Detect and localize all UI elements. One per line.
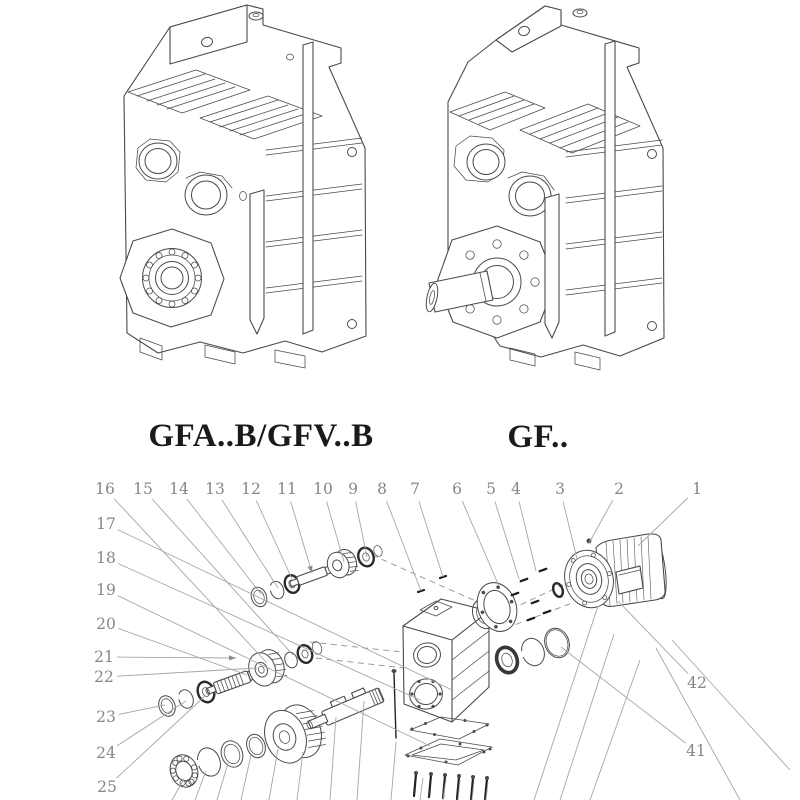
leader-line-part-42 (618, 601, 688, 674)
leader-line-part-20 (118, 628, 247, 675)
leader-line-part-23 (119, 705, 165, 714)
part-number-19: 19 (96, 581, 116, 599)
part-number-11: 11 (277, 480, 297, 498)
leader-line-cutoff-18 (656, 648, 740, 800)
output-gear (257, 698, 330, 769)
housing-gaskets (405, 717, 492, 765)
leader-line-cutoff-5 (269, 749, 278, 800)
part-number-9: 9 (348, 480, 358, 498)
leader-arrow-part-21 (229, 655, 236, 660)
part-number-24: 24 (96, 744, 116, 762)
leader-line-part-15 (152, 499, 293, 655)
part-number-14: 14 (169, 480, 189, 498)
part-number-22: 22 (94, 668, 114, 686)
leader-line-part-7 (419, 501, 443, 577)
part-number-23: 23 (96, 708, 116, 726)
leader-line-cutoff-3 (217, 763, 228, 800)
model-label-right: GF.. (507, 419, 569, 455)
leader-line-part-4 (519, 502, 536, 571)
leader-line-part-6 (462, 501, 499, 586)
side-tie-strap (303, 42, 313, 334)
side-tie-strap (605, 41, 615, 336)
part-number-1: 1 (692, 480, 702, 498)
leader-line-cutoff-7 (330, 717, 336, 800)
part-number-42: 42 (687, 674, 707, 692)
output-gear-assembly (166, 683, 385, 792)
part-number-6: 6 (452, 480, 462, 498)
leader-line-cutoff-4 (241, 755, 251, 800)
leader-line-cutoff-2 (195, 771, 206, 800)
exploded-view (94, 480, 790, 800)
leader-line-part-1 (638, 498, 688, 546)
part-number-5: 5 (486, 480, 496, 498)
circlip (518, 635, 548, 669)
ball-bearing (356, 546, 377, 569)
vent-plug (249, 12, 263, 20)
part-number-18: 18 (96, 549, 116, 567)
leader-line-cutoff-16 (560, 634, 614, 800)
ball-bearing (295, 643, 314, 665)
leader-line-cutoff-8 (357, 701, 364, 800)
leader-line-part-16 (114, 499, 267, 664)
vent-plug (573, 9, 587, 17)
part-number-20: 20 (96, 615, 116, 633)
part-number-17: 17 (96, 515, 116, 533)
input-gear (324, 546, 360, 580)
part-number-10: 10 (313, 480, 333, 498)
leader-line-part-14 (187, 499, 261, 594)
model-label-left: GFA..B/GFV..B (148, 418, 374, 454)
part-number-3: 3 (555, 480, 565, 498)
cover-bolts (414, 771, 489, 800)
front-tie-bar (545, 194, 559, 338)
spacer-ring (551, 582, 564, 598)
electric-motor (558, 534, 669, 613)
part-number-7: 7 (410, 480, 420, 498)
figure-gfa-b-gfv-b (120, 5, 366, 368)
oil-seal (493, 644, 521, 675)
input-shaft-assembly (249, 544, 384, 608)
front-tie-bar (250, 190, 264, 334)
roller-bearing (166, 751, 203, 791)
leader-line-part-2 (589, 500, 613, 543)
leader-line-cutoff-17 (590, 660, 640, 800)
oil-seal (218, 738, 247, 771)
leader-line-cutoff-9 (391, 742, 396, 800)
leader-line-cutoff-1 (172, 779, 184, 800)
part-number-4: 4 (511, 480, 521, 498)
leader-line-part-11 (291, 502, 312, 574)
circlip (268, 579, 286, 600)
part-number-8: 8 (377, 480, 387, 498)
leader-line-cutoff-10 (420, 778, 423, 800)
leader-line-part-17 (118, 530, 452, 690)
part-number-2: 2 (614, 480, 624, 498)
part-number-25: 25 (97, 778, 117, 796)
hollow-shaft-bearing (120, 229, 224, 327)
leader-line-part-5 (495, 501, 519, 579)
part-number-41: 41 (686, 742, 706, 760)
part-number-12: 12 (241, 480, 261, 498)
part-number-15: 15 (133, 480, 153, 498)
leader-line-part-8 (387, 501, 421, 591)
intermediate-gear (244, 646, 289, 690)
leader-line-part-21 (117, 657, 236, 658)
part-number-13: 13 (205, 480, 225, 498)
part-number-21: 21 (94, 648, 114, 666)
leader-line-part-13 (222, 500, 278, 588)
leader-line-part-3 (563, 502, 577, 559)
part-number-16: 16 (95, 480, 115, 498)
figure-gf (424, 6, 664, 370)
leader-line-part-12 (256, 501, 293, 581)
output-shaft-assembly (424, 226, 556, 338)
